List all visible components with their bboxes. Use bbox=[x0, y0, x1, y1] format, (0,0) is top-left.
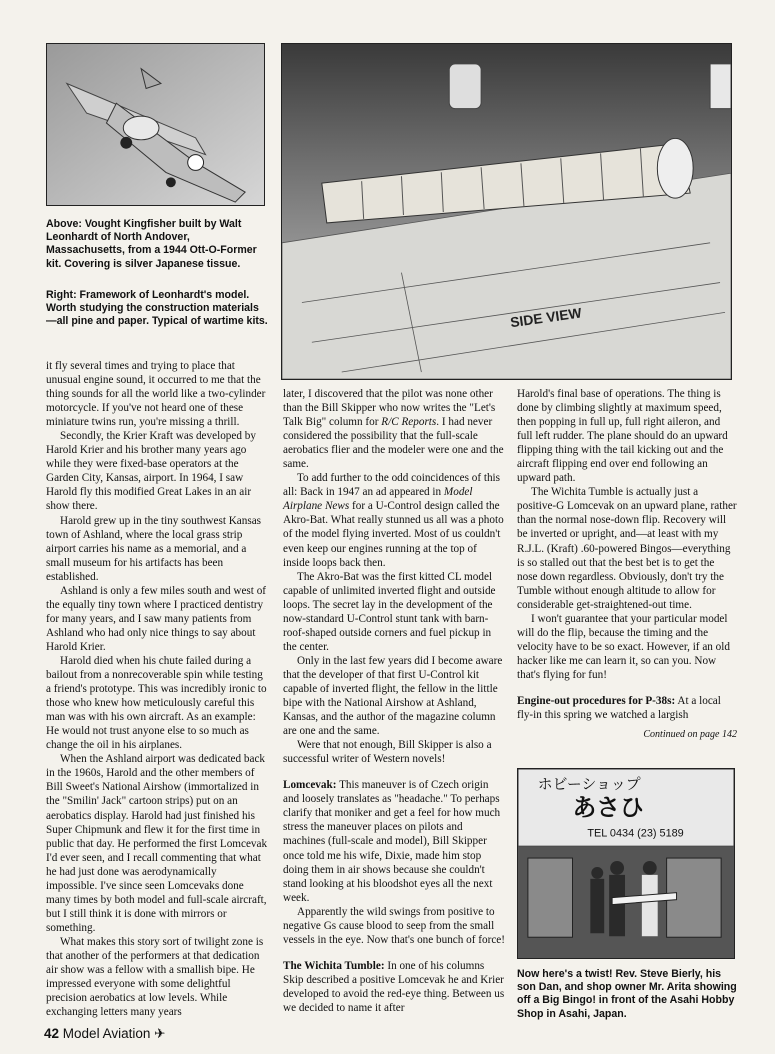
page-footer bbox=[44, 1026, 165, 1042]
shop-katakana: ホビーショップ bbox=[537, 774, 641, 793]
col2-paragraph: later, I discovered that the pilot was none other than the Bill Skipper who now writes the "Let's Talk Big" column for R/C Reports. I had never considered the possibility that the full-scale aerobatics flier and the modeler were one and the same. bbox=[283, 388, 504, 471]
framework-photo bbox=[281, 43, 732, 380]
col3-paragraph: I won't guarantee that your particular model will do the flip, because the timing and the velocity have to be so exact. However, if an old hacker like me can learn it, so can you. Now that's flying for fun! bbox=[517, 612, 730, 681]
col1-paragraph: Harold grew up in the tiny southwest Kansas town of Ashland, where the local grass strip airport carries his name as a memorial, and a small museum for his artifacts has been established. bbox=[46, 514, 262, 583]
magazine-name: Model Aviation bbox=[62, 1026, 151, 1041]
caption-above: Above: Vought Kingfisher built by Walt Leonhardt of North Andover, Massachusetts, from a 1944 Ott-O-Former kit. Covering is silver Japanese tissue. bbox=[46, 218, 257, 270]
col3-paragraph: The Wichita Tumble is actually just a positive-G Lomcevak on an upward plane, rather than the normal nose-down flip. Recovery will be inverted or upright, and—at least with my R.J.L. (Kraft) .60-powered Bingos—everything is so stalled out that the best bet is to get the nose down regardless. Obviously, don't try the Tumble without enough altitude to allow for considerable get-straightened-out time. bbox=[517, 486, 737, 611]
col3-paragraph: Harold's final base of operations. The thing is done by climbing slightly at maximum speed, then popping in full up, full right aileron, and full left rudder. The plane should do an upward flipping thing with the tail kicking out and the aircraft flipping end over end following an upward path. bbox=[517, 388, 728, 485]
page-number: 42 bbox=[44, 1026, 60, 1041]
col1-paragraph: Harold died when his chute failed during a bailout from a nonrecoverable spin while testing a friend's prototype. This was incredibly ironic to those who knew how meticulously careful this man was with his own aircraft. As an example: He would not trust anyone else to so much as change the oil in his airplanes. bbox=[46, 654, 267, 752]
shop-tel: TEL 0434 (23) 5189 bbox=[587, 827, 684, 840]
column-3: Harold's final base of operations. The thing is done by climbing slightly at maximum speed, then popping in full up, full right aileron, and full left rudder. The plane should do an upward flipping thing with the tail kicking out and the aircraft flipping end over end following an upward path. The Wichita Tumble is actually just a positive-G Lomcevak on an upward plane, rather than the normal nose-down flip. Recovery will be inverted or upright, and—at least with my R.J.L. (Kraft) .60-powered Bingos—everything is so stalled out that the best bet is to get the nose down regardless. Obviously, don't try the Tumble without enough altitude to allow for considerable get-straightened-out time. I won't guarantee that your particular model will do the flip, because the timing and the velocity have to be so exact. However, if an old hacker like me can learn it, so can you. Now that's flying for fun! Engine-out procedures for P-38s: At a local fly-in this spring we watched a largish Continued on page 142 bbox=[517, 387, 737, 742]
col2-paragraph: The Akro-Bat was the first kitted CL model capable of unlimited inverted flight and outside loops. The secret lay in the development of the now-standard U-Control stunt tank with barn-roof-shaped outside corners and fuel pickup in the center. bbox=[283, 570, 496, 653]
column-1 bbox=[46, 359, 268, 1019]
col1-paragraph: Ashland is only a few miles south and west of the equally tiny town where I practiced dentistry for many years, and I saw many patients from Ashland who had only nice things to say about Harold Krier. bbox=[46, 584, 267, 653]
col1-paragraph: it fly several times and trying to place that unusual engine sound, it occurred to me that the thing sounds for all the world like a two-cylinder motorcycle. If you've not heard one of these miniature twins run, you're missing a thrill. bbox=[46, 360, 266, 429]
continued-note: Continued on page 142 bbox=[643, 729, 737, 741]
engine-out-heading: Engine-out procedures for P-38s: bbox=[517, 694, 676, 707]
lomcevak-heading: Lomcevak: bbox=[283, 779, 337, 792]
column-2: later, I discovered that the pilot was none other than the Bill Skipper who now writes the "Let's Talk Big" column for R/C Reports. I had never considered the possibility that the full-scale aerobatics flier and the modeler were one and the same. To add further to the odd coincidences of this all: Back in 1947 an ad appeared in Model Airplane News for a U-Control design called the Akro-Bat. What really stunned us all was a photo of the model flying inverted. Most of us couldn't even keep our engines running at the top of inside loops back then. The Akro-Bat was the first kitted CL model capable of unlimited inverted flight and outside loops. The secret lay in the development of the now-standard U-Control stunt tank with barn-roof-shaped outside corners and fuel pickup in the center. Only in the last few years did I become aware that the developer of that first U-Control kit capable of inverted flight, the fellow in the little bipe with the National Airshow at Ashland, Kansas, and the author of the magazine column are one and the same. Were that not enough, Bill Skipper is also a successful writer of Western novels! Lomcevak: This maneuver is of Czech origin and loosely translates as "headache." To perhaps clarify that moniker and get a feel for how much stress the maneuver places on pilots and machines (full-scale and model), Bill Skipper once told me his wife, Dixie, made him stop doing them in air shows because she couldn't stand looking at his bloodshot eyes all the next week. Apparently the wild swings from positive to negative Gs cause blood to seep from the small vessels in the eye. Now that's one bunch of force! The Wichita Tumble: In one of his columns Skip described a positive Lomcevak he and Krier developed to avoid the red-eye thing. Between us we decided to name it after bbox=[283, 388, 505, 1014]
wichita-heading: The Wichita Tumble: bbox=[283, 959, 385, 972]
col2-paragraph: To add further to the odd coincidences of this all: Back in 1947 an ad appeared in Model Airplane News for a U-Control design called the Akro-Bat. What really stunned us all was a photo of the model flying inverted. Most of us couldn't even keep our engines running at the top of inside loops back then. bbox=[283, 472, 504, 569]
col1-paragraph: When the Ashland airport was dedicated back in the 1960s, Harold and the other members of Bill Sweet's National Airshow (immortalized in the "Smilin' Jack" cartoon strips) put on an aerobatics display. Harold had just finished his Super Chipmunk and flew it for the first time in public that day. He performed the first Lomcevak I'd ever seen, and I recall commenting that what he had just done was aerodynamically impossible. I've since seen Lomcevaks done many times by both model and full-scale aircraft, but I still think it is done with mirrors or something. bbox=[46, 753, 268, 934]
plan-label: SIDE VIEW bbox=[509, 304, 583, 331]
col2-paragraph: Only in the last few years did I become aware that the developer of that first U-Control kit capable of inverted flight, the fellow in the little bipe with the National Airshow at Ashland, Kansas, and the author of the magazine column are one and the same. bbox=[283, 654, 503, 738]
caption-shop: Now here's a twist! Rev. Steve Bierly, his son Dan, and shop owner Mr. Arita showing off a Big Bingo! in front of the Asahi Hobby Shop in Asahi, Japan. bbox=[517, 968, 737, 1020]
kingfisher-photo bbox=[46, 43, 265, 206]
col2-paragraph: Were that not enough, Bill Skipper is also a successful writer of Western novels! bbox=[283, 739, 492, 766]
col2-paragraph: Apparently the wild swings from positive to negative Gs cause blood to seep from the small vessels in the eye. Now that's one bunch of force! bbox=[283, 905, 505, 946]
caption-right: Right: Framework of Leonhardt's model. Worth studying the construction materials—all pine and paper. Typical of wartime kits. bbox=[46, 289, 268, 328]
shop-name: あさひ bbox=[572, 793, 644, 822]
col1-paragraph: What makes this story sort of twilight zone is that another of the performers at that dedication air show was a fellow with a smallish bipe. He impressed everyone with some delightful precision aerobatics at low levels. While exchanging letters many years bbox=[46, 935, 264, 1019]
airplane-icon: ✈ bbox=[154, 1026, 166, 1041]
col1-paragraph: Secondly, the Krier Kraft was developed by Harold Krier and his brother many years ago while they were fixed-base operators at the Garden City, Kansas, airport. In 1964, I saw Harold fly this modified Great Lakes in an air show there. bbox=[46, 430, 256, 513]
shop-photo bbox=[517, 768, 735, 959]
